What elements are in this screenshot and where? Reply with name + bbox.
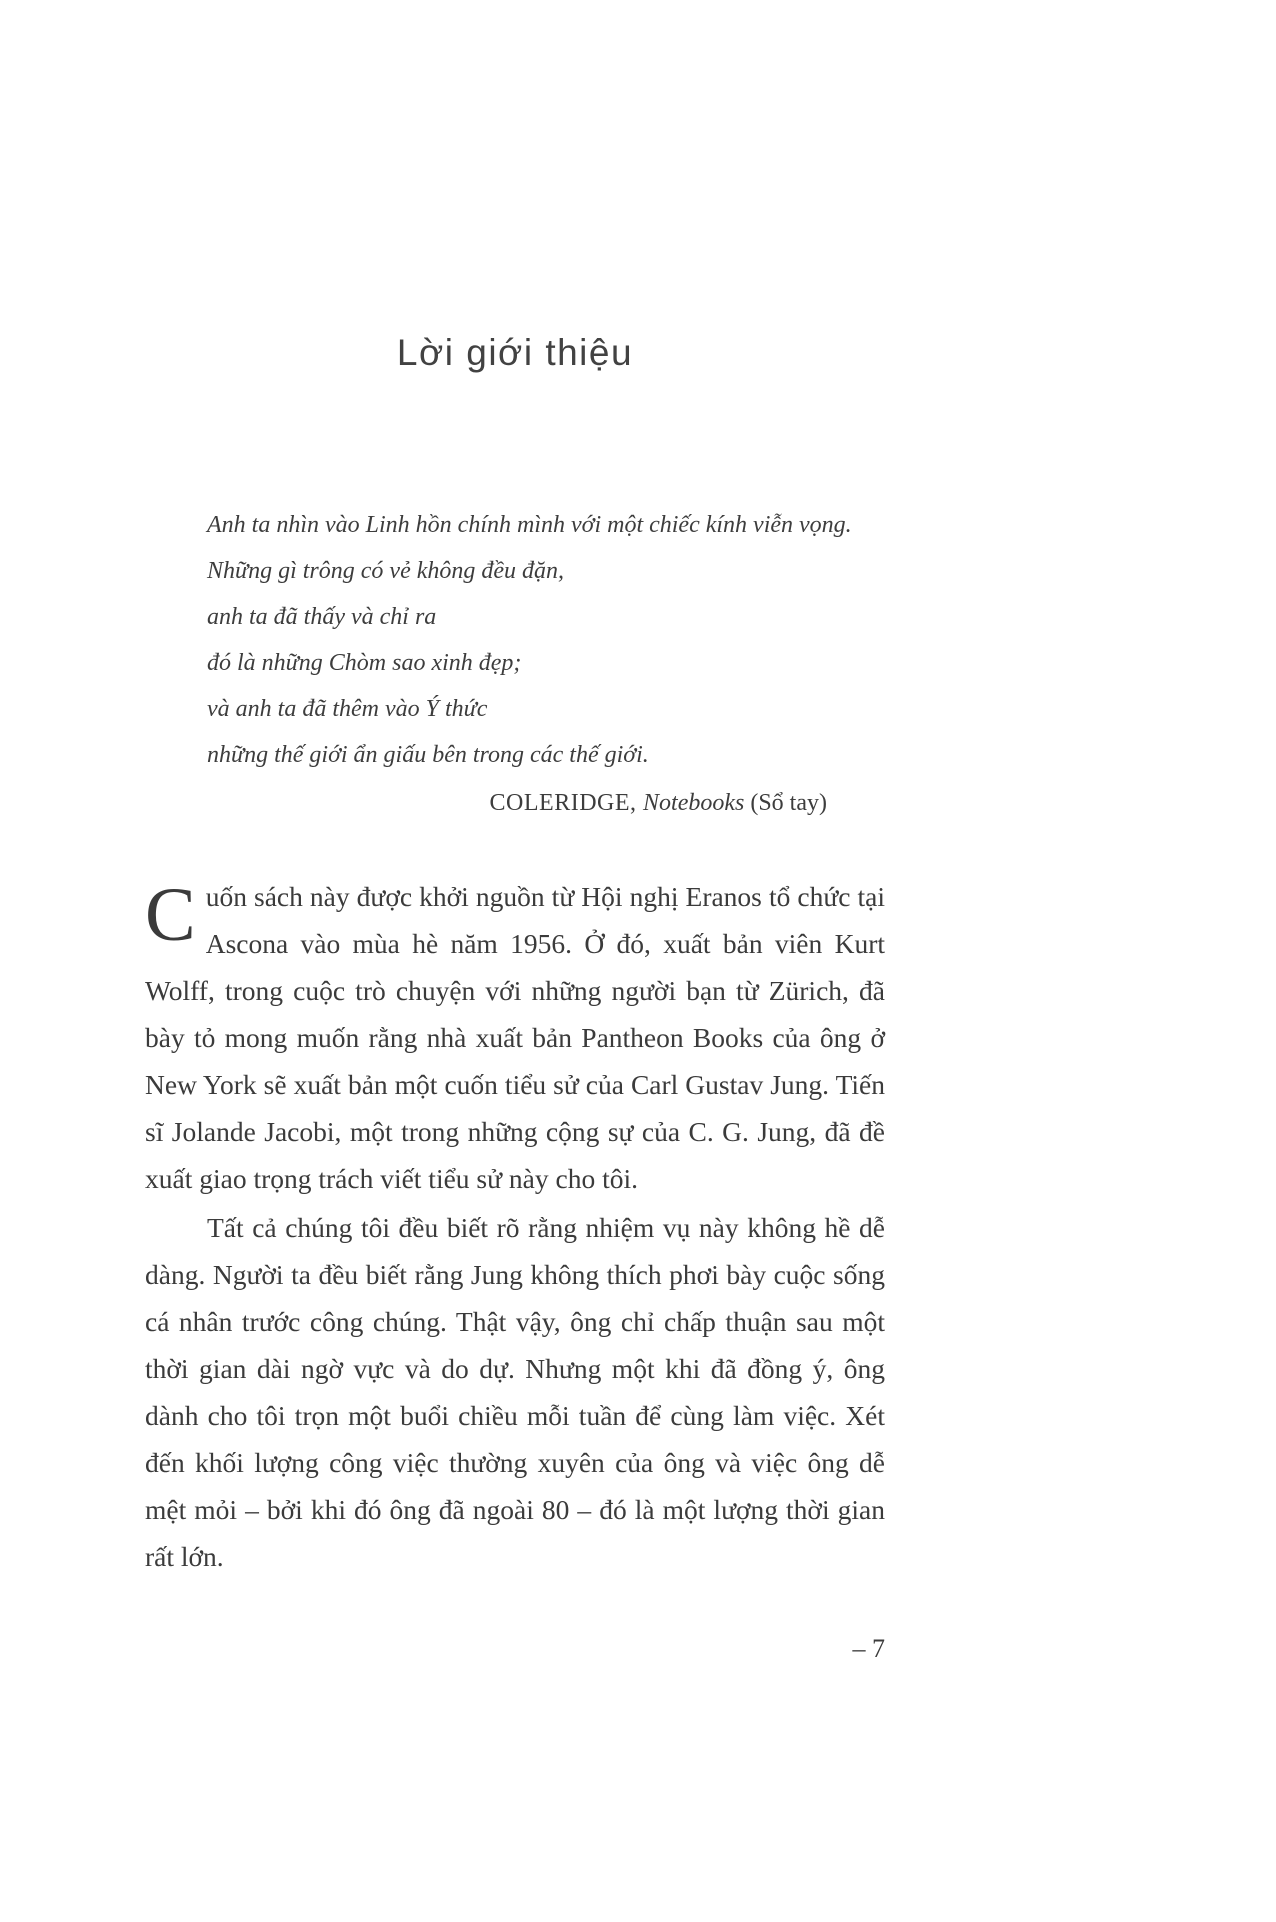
page-number: – 7 <box>852 1634 885 1663</box>
body-text <box>145 873 885 1580</box>
attribution-work-title: Notebooks <box>643 790 745 816</box>
attribution-note: (Sổ tay) <box>744 790 827 816</box>
attribution-author: COLERIDGE, <box>489 790 644 816</box>
paragraph-first-text: uốn sách này được khởi nguồn từ Hội nghị Eranos tổ chức tại Ascona vào mùa hè năm 1956. Ở đó, xuất bản viên Kurt Wolff, trong cuộc trò chuyện với những người bạn từ Zürich, đã bày tỏ mong muốn rằng nhà xuất bản Pantheon Books của ông ở New York sẽ xuất bản một cuốn tiểu sử của Carl Gustav Jung. Tiến sĩ Jolande Jacobi, một trong những cộng sự của C. G. Jung, đã đề xuất giao trọng trách viết tiểu sử này cho tôi. <box>145 881 885 1194</box>
epigraph-line: đó là những Chòm sao xinh đẹp; <box>207 650 522 676</box>
epigraph-line: Anh ta nhìn vào Linh hồn chính mình với một chiếc kính viễn vọng. <box>207 512 852 538</box>
epigraph-attribution <box>145 790 885 817</box>
epigraph-line: và anh ta đã thêm vào Ý thức <box>207 696 488 722</box>
epigraph <box>145 502 885 778</box>
paragraph-second: Tất cả chúng tôi đều biết rõ rằng nhiệm vụ này không hề dễ dàng. Người ta đều biết rằng Jung không thích phơi bày cuộc sống cá nhân trước công chúng. Thật vậy, ông chỉ chấp thuận sau một thời gian dài ngờ vực và do dự. Nhưng một khi đã đồng ý, ông dành cho tôi trọn một buổi chiều mỗi tuần để cùng làm việc. Xét đến khối lượng công việc thường xuyên của ông và việc ông dễ mệt mỏi – bởi khi đó ông đã ngoài 80 – đó là một lượng thời gian rất lớn. <box>145 1212 885 1572</box>
chapter-title: Lời giới thiệu <box>396 332 634 373</box>
book-page <box>145 0 885 1664</box>
epigraph-line: anh ta đã thấy và chỉ ra <box>207 604 437 630</box>
epigraph-line: Những gì trông có vẻ không đều đặn, <box>207 558 565 584</box>
dropcap-letter: C <box>145 873 196 957</box>
epigraph-line: những thế giới ẩn giấu bên trong các thế giới. <box>207 742 649 768</box>
paragraph-first <box>145 873 885 1202</box>
